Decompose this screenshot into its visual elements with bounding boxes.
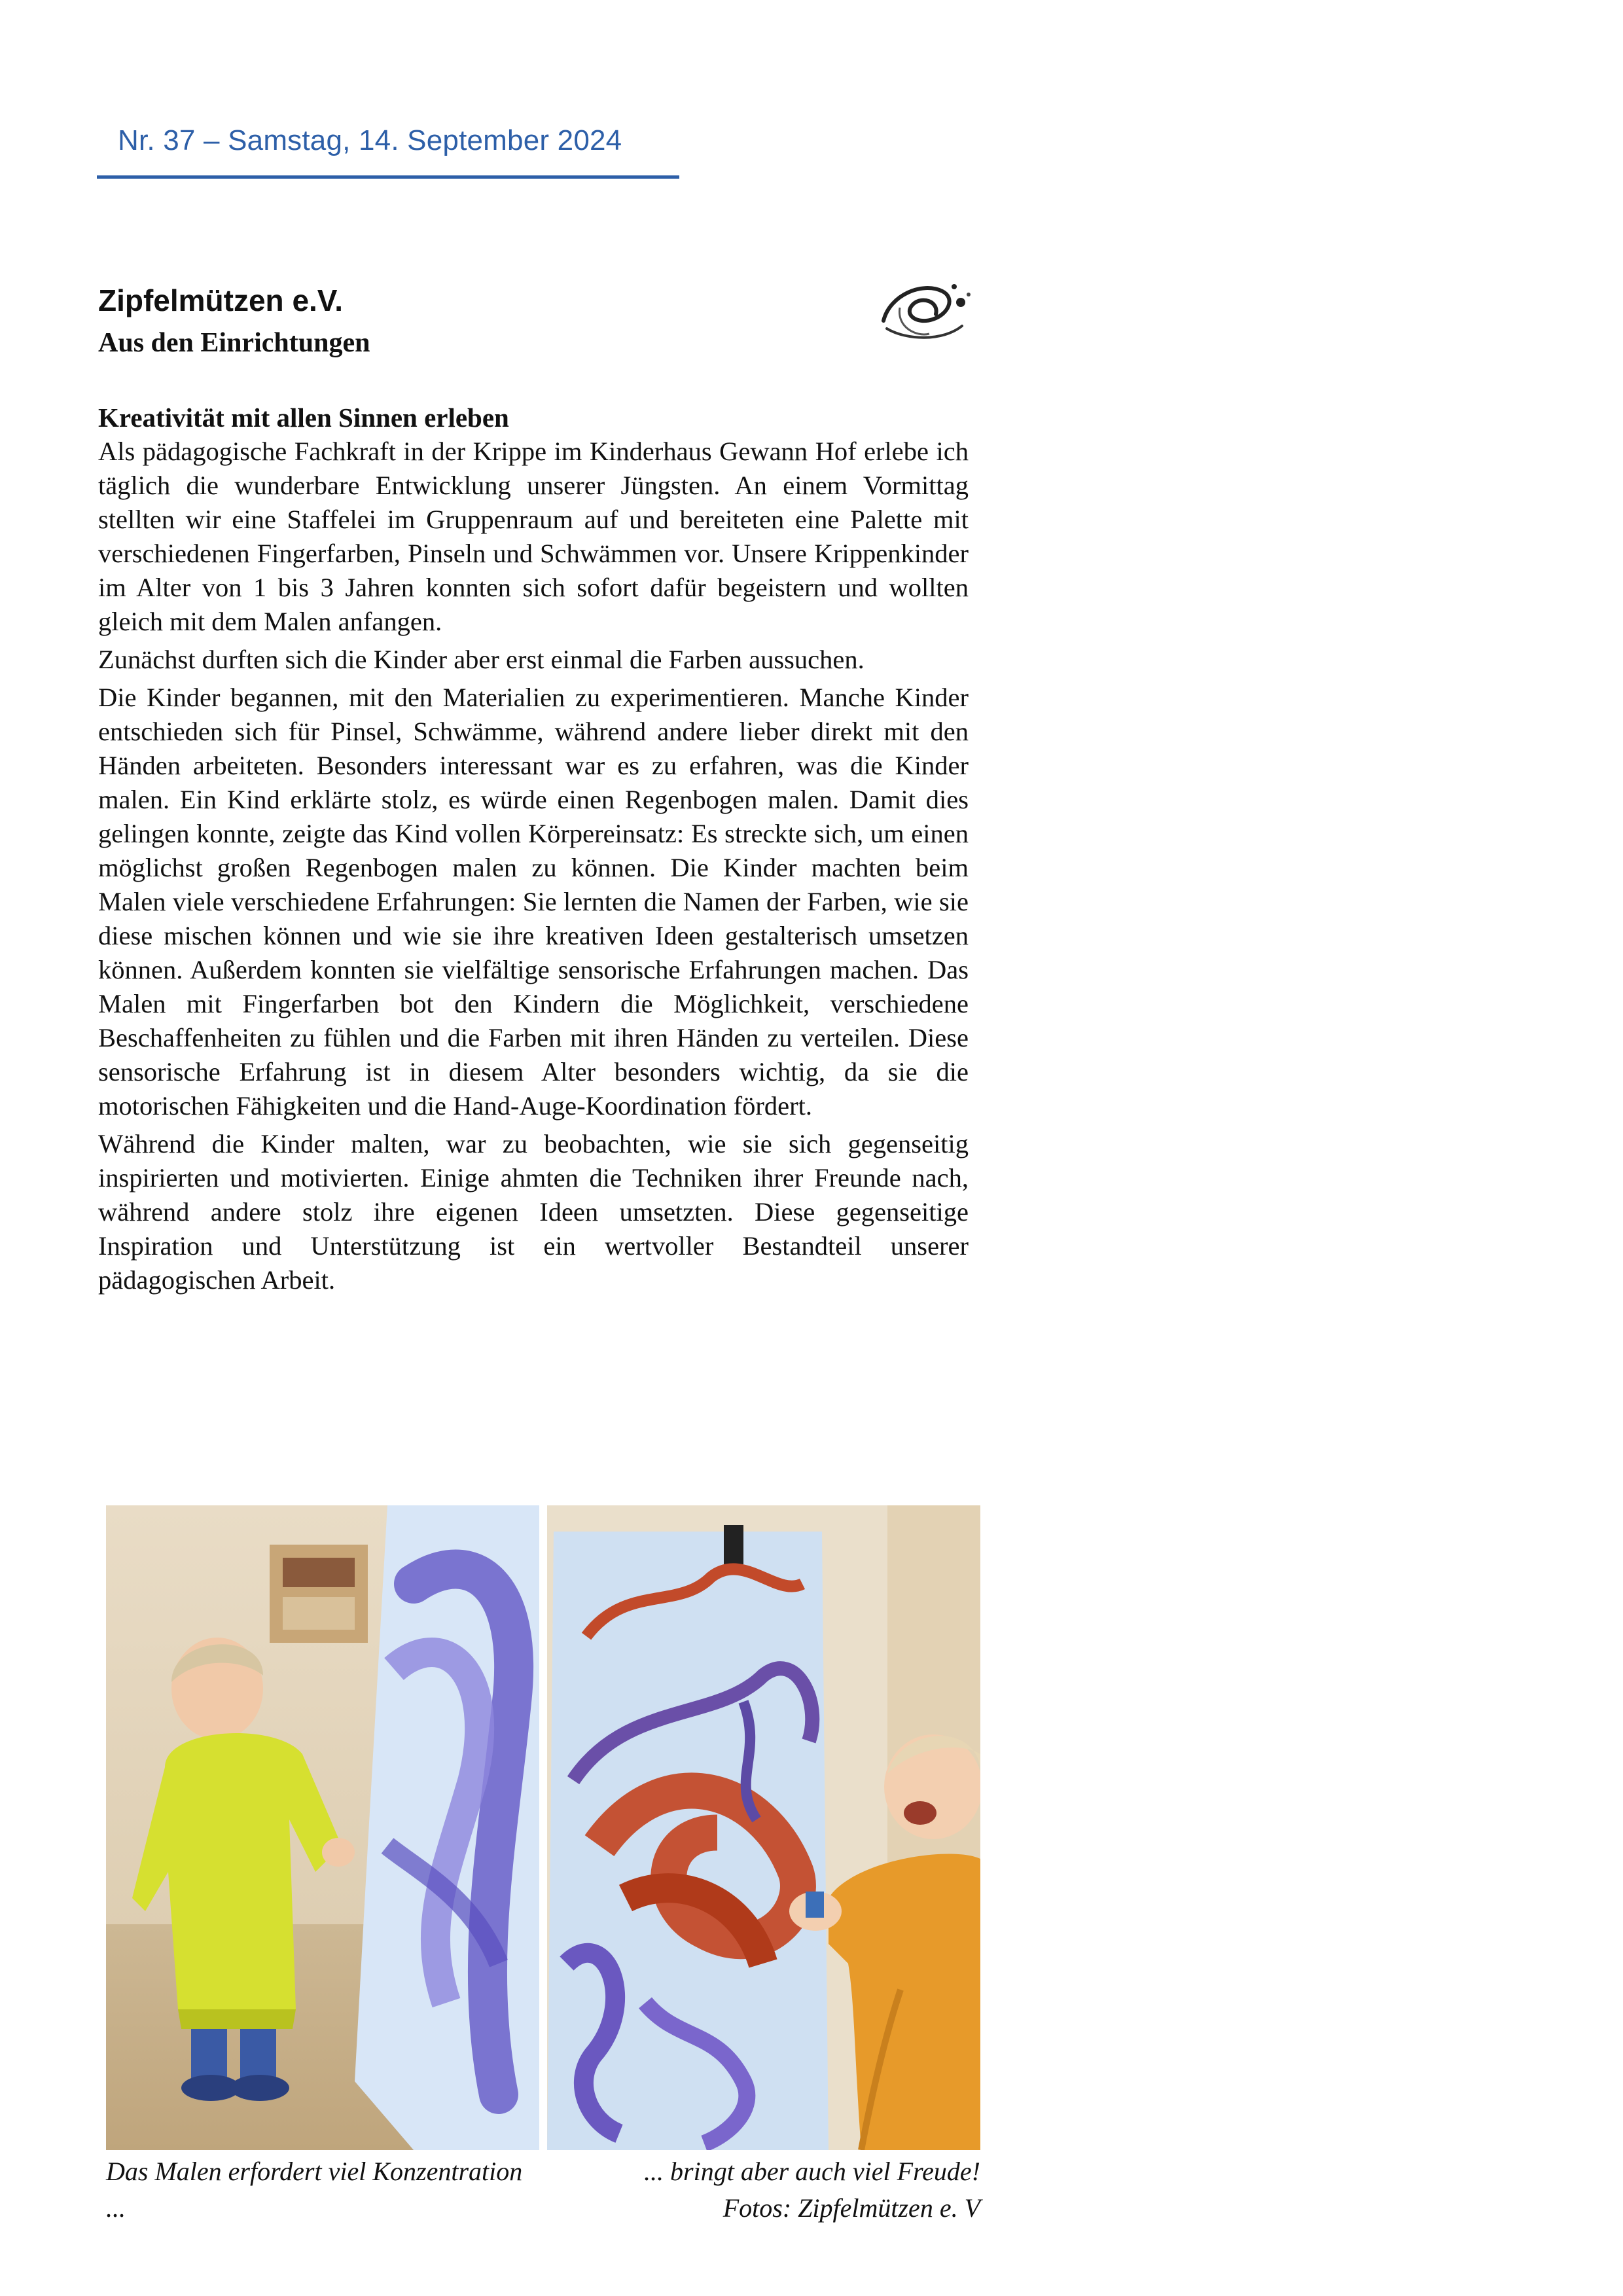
article-title: Kreativität mit allen Sinnen erleben [98, 403, 509, 433]
article-paragraph: Zunächst durften sich die Kinder aber erst einmal die Farben aussuchen. [98, 645, 865, 674]
organization-name: Zipfelmützen e.V. [98, 283, 344, 317]
article-paragraph: Die Kinder begannen, mit den Materialien zu experimentieren. Manche Kinder entschieden sich für Pinsel, Schwämme, während andere lieber direkt mit den Händen arbeiteten. Besonders interessant war es zu erfahren, was die Kinder malen. Ein Kind erklärte stolz, es würde einen Regenbogen malen. Damit dies gelingen konnte, zeigte das Kind vollen Körpereinsatz: Es streckte sich, um einen möglichst großen Regenbogen malen zu können. Die Kinder machten beim Malen viele verschiedene Erfahrungen: Sie lernten die Namen der Farben, wie sie diese mischen können und wie sie ihre kreativen Ideen gestalterisch umsetzen können. Außerdem konnten sie vielfältige sensorische Erfahrungen machen. Das Malen mit Fingerfarben bot den Kindern die Möglichkeit, verschiedene Beschaffenheiten zu fühlen und die Farben mit ihren Händen zu verteilen. Diese sensorische Erfahrung ist in diesem Alter besonders wichtig, da sie die motorischen Fähigkeiten und die Hand-Auge-Koordination fördert. [98, 683, 969, 1121]
photo-child-concentrating [106, 1505, 539, 2150]
issue-date-header: Nr. 37 – Samstag, 14. September 2024 [118, 124, 622, 156]
article-paragraph: Als pädagogische Fachkraft in der Krippe im Kinderhaus Gewann Hof erlebe ich täglich die wunderbare Entwicklung unserer Jüngsten. An einem Vormittag stellten wir eine Staffelei im Gruppenraum auf und bereiteten eine Palette mit verschiedenen Fingerfarben, Pinseln und Schwämmen vor. Unsere Krippenkinder im Alter von 1 bis 3 Jahren konnten sich sofort dafür begeistern und wollten gleich mit dem Malen anfangen. [98, 437, 969, 636]
section-title: Aus den Einrichtungen [98, 328, 370, 358]
zipfelmuetzen-logo-icon [870, 268, 978, 353]
article-body [98, 401, 969, 1301]
right-photo-caption-block [547, 2153, 980, 2227]
header-rule [97, 175, 679, 179]
article-paragraph: Während die Kinder malten, war zu beobachten, wie sie sich gegenseitig inspirierten und motivierten. Einige ahmten die Techniken ihrer Freunde nach, während andere stolz ihre eigenen Ideen umsetzten. Diese gegenseitige Inspiration und Unterstützung ist ein wertvoller Bestandteil unserer pädagogischen Arbeit. [98, 1129, 969, 1295]
photo-credit: Fotos: Zipfelmützen e. V [722, 2193, 980, 2223]
photo-child-laughing [547, 1505, 980, 2150]
left-photo-caption: Das Malen erfordert viel Konzentration ... [106, 2157, 523, 2223]
right-photo-caption: ... bringt aber auch viel Freude! [644, 2157, 980, 2186]
